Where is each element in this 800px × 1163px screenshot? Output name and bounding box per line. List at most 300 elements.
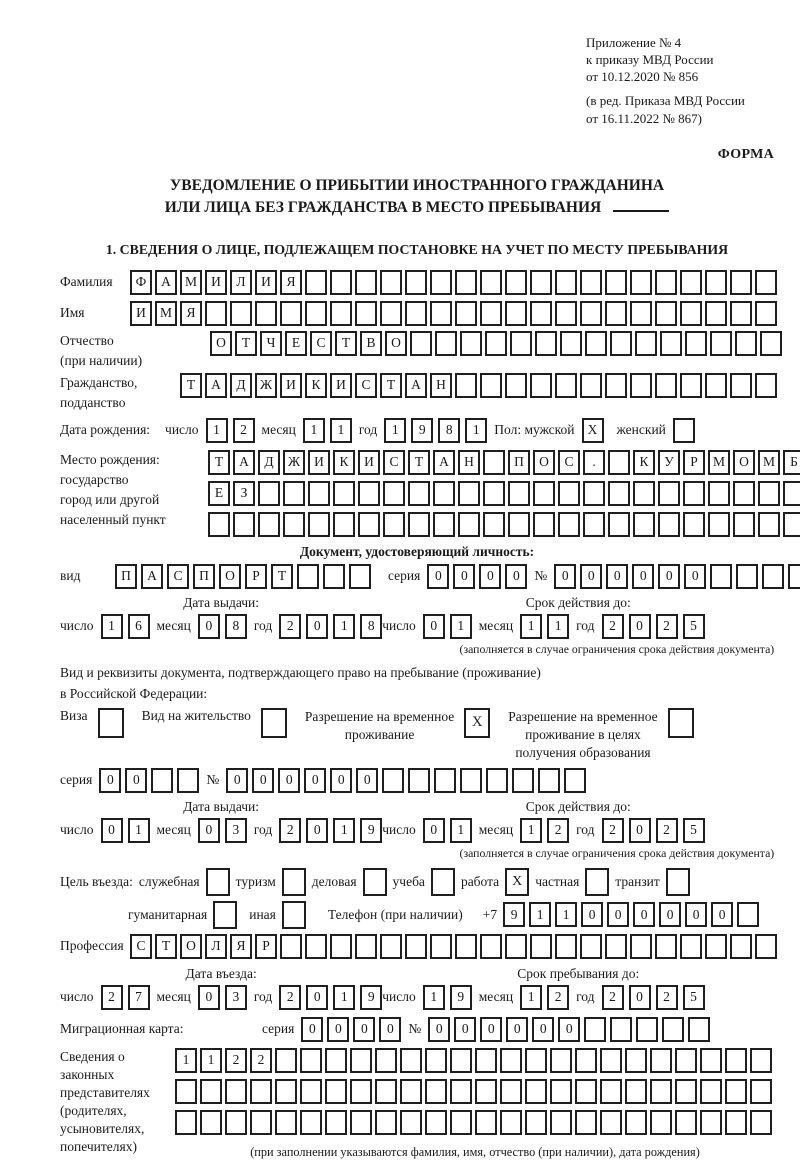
legal-representative-box[interactable] [275,1110,297,1135]
birth-place-box[interactable] [658,512,680,537]
legal-representative-box[interactable] [275,1048,297,1073]
residence-issue-year-box[interactable]: 1 [333,818,355,843]
entry-year-box[interactable]: 1 [333,985,355,1010]
residence-number-box[interactable] [512,768,534,793]
legal-representative-box[interactable] [350,1048,372,1073]
phone-digit-box[interactable]: 0 [633,902,655,927]
legal-representative-box[interactable] [375,1048,397,1073]
surname-box[interactable]: А [155,270,177,295]
surname-box[interactable] [755,270,777,295]
residence-permit-checkbox[interactable] [261,708,287,738]
surname-box[interactable] [655,270,677,295]
birth-place-box[interactable]: Е [208,481,230,506]
legal-representative-box[interactable] [400,1079,422,1104]
birth-year-box[interactable]: 9 [411,418,433,443]
citizenship-box[interactable] [480,373,502,398]
stay-year-box[interactable]: 2 [602,985,624,1010]
entry-year-box[interactable]: 0 [306,985,328,1010]
legal-representative-box[interactable] [450,1079,472,1104]
surname-box[interactable]: Л [230,270,252,295]
residence-valid-year-box[interactable]: 2 [656,818,678,843]
identity-doc-number-box[interactable] [762,564,784,589]
legal-representative-box[interactable] [325,1110,347,1135]
legal-representative-box[interactable] [525,1110,547,1135]
firstname-box[interactable] [405,301,427,326]
patronymic-box[interactable] [685,331,707,356]
identity-doc-type-box[interactable]: П [193,564,215,589]
visa-checkbox[interactable] [98,708,124,738]
profession-box[interactable] [355,934,377,959]
legal-representative-box[interactable] [475,1110,497,1135]
residence-number-box[interactable] [408,768,430,793]
surname-box[interactable] [380,270,402,295]
legal-representative-box[interactable] [650,1048,672,1073]
identity-valid-year-box[interactable]: 2 [602,614,624,639]
legal-representative-box[interactable] [375,1079,397,1104]
legal-representative-box[interactable] [275,1079,297,1104]
birth-place-box[interactable]: К [633,450,655,475]
birth-place-box[interactable] [558,481,580,506]
surname-box[interactable]: Ф [130,270,152,295]
surname-box[interactable] [555,270,577,295]
identity-doc-number-box[interactable] [710,564,732,589]
residence-number-box[interactable] [564,768,586,793]
legal-representative-box[interactable] [575,1048,597,1073]
identity-doc-number-box[interactable] [788,564,800,589]
stay-year-box[interactable]: 5 [683,985,705,1010]
identity-doc-number-box[interactable]: 0 [684,564,706,589]
legal-representative-box[interactable] [725,1079,747,1104]
birth-place-box[interactable] [708,512,730,537]
legal-representative-box[interactable] [475,1048,497,1073]
patronymic-box[interactable] [435,331,457,356]
birth-place-box[interactable] [258,512,280,537]
legal-representative-box[interactable] [550,1048,572,1073]
profession-box[interactable] [680,934,702,959]
patronymic-box[interactable] [635,331,657,356]
profession-box[interactable] [505,934,527,959]
birth-place-box[interactable]: И [358,450,380,475]
residence-valid-day-box[interactable]: 0 [423,818,445,843]
surname-box[interactable] [305,270,327,295]
citizenship-box[interactable]: Т [180,373,202,398]
patronymic-box[interactable]: В [360,331,382,356]
birth-place-box[interactable] [458,481,480,506]
identity-valid-month-box[interactable]: 1 [547,614,569,639]
identity-valid-year-box[interactable]: 2 [656,614,678,639]
birth-place-box[interactable] [308,481,330,506]
firstname-box[interactable] [480,301,502,326]
phone-digit-box[interactable]: 0 [607,902,629,927]
surname-box[interactable] [530,270,552,295]
legal-representative-box[interactable] [175,1110,197,1135]
residence-issue-month-box[interactable]: 0 [198,818,220,843]
profession-box[interactable]: О [180,934,202,959]
profession-box[interactable]: Я [230,934,252,959]
legal-representative-box[interactable] [750,1110,772,1135]
profession-box[interactable] [380,934,402,959]
firstname-box[interactable] [305,301,327,326]
legal-representative-box[interactable] [625,1079,647,1104]
patronymic-box[interactable]: Т [235,331,257,356]
residence-valid-year-box[interactable]: 2 [602,818,624,843]
stay-day-box[interactable]: 1 [423,985,445,1010]
legal-representative-box[interactable] [300,1079,322,1104]
identity-valid-year-box[interactable]: 0 [629,614,651,639]
patronymic-box[interactable] [410,331,432,356]
profession-box[interactable] [455,934,477,959]
entry-day-box[interactable]: 2 [101,985,123,1010]
birth-place-box[interactable] [408,512,430,537]
birth-place-box[interactable] [733,481,755,506]
birth-place-box[interactable] [583,512,605,537]
citizenship-box[interactable] [505,373,527,398]
birth-place-box[interactable] [708,481,730,506]
surname-box[interactable] [505,270,527,295]
birth-place-box[interactable] [408,481,430,506]
birth-place-box[interactable]: С [383,450,405,475]
sex-male-checkbox[interactable]: X [582,418,604,443]
birth-place-box[interactable]: Н [458,450,480,475]
legal-representative-box[interactable] [700,1048,722,1073]
stay-year-box[interactable]: 0 [629,985,651,1010]
firstname-box[interactable] [530,301,552,326]
residence-issue-day-box[interactable]: 0 [101,818,123,843]
citizenship-box[interactable] [455,373,477,398]
profession-box[interactable] [430,934,452,959]
purpose-transit-checkbox[interactable] [666,868,690,896]
identity-doc-type-box[interactable]: П [115,564,137,589]
birth-place-box[interactable] [783,481,800,506]
birth-place-box[interactable] [633,512,655,537]
birth-place-box[interactable] [533,481,555,506]
patronymic-box[interactable] [710,331,732,356]
migration-number-box[interactable]: 0 [506,1017,528,1042]
firstname-box[interactable]: Я [180,301,202,326]
legal-representative-box[interactable] [700,1110,722,1135]
legal-representative-box[interactable] [200,1079,222,1104]
profession-box[interactable] [405,934,427,959]
patronymic-box[interactable]: О [385,331,407,356]
phone-digit-box[interactable] [737,902,759,927]
identity-doc-number-box[interactable]: 0 [632,564,654,589]
migration-series-box[interactable]: 0 [353,1017,375,1042]
birth-place-box[interactable] [208,512,230,537]
profession-box[interactable] [730,934,752,959]
birth-place-box[interactable] [483,512,505,537]
migration-number-box[interactable]: 0 [428,1017,450,1042]
legal-representative-box[interactable] [500,1110,522,1135]
phone-digit-box[interactable]: 9 [503,902,525,927]
phone-digit-box[interactable]: 0 [685,902,707,927]
legal-representative-box[interactable] [250,1079,272,1104]
identity-issue-month-box[interactable]: 8 [225,614,247,639]
purpose-work-checkbox[interactable]: X [505,868,529,896]
firstname-box[interactable] [355,301,377,326]
profession-box[interactable]: Т [155,934,177,959]
stay-month-box[interactable]: 2 [547,985,569,1010]
surname-box[interactable] [330,270,352,295]
firstname-box[interactable] [655,301,677,326]
legal-representative-box[interactable] [650,1079,672,1104]
phone-digit-box[interactable]: 1 [529,902,551,927]
legal-representative-box[interactable] [200,1110,222,1135]
birth-place-box[interactable]: З [233,481,255,506]
birth-place-box[interactable] [508,481,530,506]
legal-representative-box[interactable] [450,1110,472,1135]
migration-series-box[interactable]: 0 [301,1017,323,1042]
birth-place-box[interactable] [458,512,480,537]
phone-digit-box[interactable]: 0 [711,902,733,927]
profession-box[interactable] [705,934,727,959]
surname-box[interactable] [705,270,727,295]
surname-box[interactable] [355,270,377,295]
residence-series-box[interactable] [151,768,173,793]
birth-place-box[interactable] [683,512,705,537]
residence-number-box[interactable]: 0 [356,768,378,793]
residence-number-box[interactable]: 0 [304,768,326,793]
profession-box[interactable] [605,934,627,959]
citizenship-box[interactable]: А [405,373,427,398]
profession-box[interactable]: С [130,934,152,959]
citizenship-box[interactable] [705,373,727,398]
birth-place-box[interactable] [783,512,800,537]
citizenship-box[interactable]: А [205,373,227,398]
birth-place-box[interactable] [608,481,630,506]
birth-place-box[interactable]: Т [208,450,230,475]
entry-day-box[interactable]: 7 [128,985,150,1010]
citizenship-box[interactable]: Т [380,373,402,398]
birth-place-box[interactable] [233,512,255,537]
surname-box[interactable]: М [180,270,202,295]
firstname-box[interactable] [555,301,577,326]
legal-representative-box[interactable] [425,1110,447,1135]
migration-number-box[interactable]: 0 [454,1017,476,1042]
patronymic-box[interactable] [485,331,507,356]
identity-doc-series-box[interactable]: 0 [479,564,501,589]
profession-box[interactable] [580,934,602,959]
birth-place-box[interactable] [283,481,305,506]
identity-issue-year-box[interactable]: 0 [306,614,328,639]
identity-doc-number-box[interactable] [736,564,758,589]
identity-doc-type-box[interactable]: С [167,564,189,589]
surname-box[interactable]: И [255,270,277,295]
legal-representative-box[interactable] [500,1048,522,1073]
birth-place-box[interactable] [433,481,455,506]
citizenship-box[interactable]: К [305,373,327,398]
legal-representative-box[interactable] [550,1110,572,1135]
birth-place-box[interactable]: Б [783,450,800,475]
purpose-study-checkbox[interactable] [431,868,455,896]
birth-place-box[interactable]: С [558,450,580,475]
purpose-official-checkbox[interactable] [206,868,230,896]
birth-month-box[interactable]: 1 [330,418,352,443]
birth-place-box[interactable] [608,450,630,475]
residence-number-box[interactable] [538,768,560,793]
birth-place-box[interactable]: К [333,450,355,475]
identity-doc-type-box[interactable]: Т [271,564,293,589]
legal-representative-box[interactable] [750,1079,772,1104]
purpose-other-checkbox[interactable] [282,901,306,929]
legal-representative-box[interactable] [300,1110,322,1135]
residence-series-box[interactable]: 0 [99,768,121,793]
birth-place-box[interactable]: Р [683,450,705,475]
identity-valid-day-box[interactable]: 1 [450,614,472,639]
profession-box[interactable] [655,934,677,959]
birth-place-box[interactable] [733,512,755,537]
profession-box[interactable] [555,934,577,959]
firstname-box[interactable] [330,301,352,326]
patronymic-box[interactable]: Ч [260,331,282,356]
legal-representative-box[interactable] [225,1110,247,1135]
legal-representative-box[interactable] [700,1079,722,1104]
phone-digit-box[interactable]: 0 [659,902,681,927]
identity-valid-day-box[interactable]: 0 [423,614,445,639]
entry-month-box[interactable]: 0 [198,985,220,1010]
identity-doc-series-box[interactable]: 0 [505,564,527,589]
surname-box[interactable] [430,270,452,295]
legal-representative-box[interactable] [450,1048,472,1073]
legal-representative-box[interactable] [575,1079,597,1104]
firstname-box[interactable]: И [130,301,152,326]
surname-box[interactable] [630,270,652,295]
birth-place-box[interactable] [533,512,555,537]
residence-number-box[interactable] [486,768,508,793]
purpose-humanitarian-checkbox[interactable] [213,901,237,929]
birth-month-box[interactable]: 1 [303,418,325,443]
birth-place-box[interactable]: М [758,450,780,475]
residence-series-box[interactable] [177,768,199,793]
birth-place-box[interactable] [758,512,780,537]
legal-representative-box[interactable] [300,1048,322,1073]
firstname-box[interactable] [705,301,727,326]
legal-representative-box[interactable] [475,1079,497,1104]
firstname-box[interactable] [455,301,477,326]
legal-representative-box[interactable] [725,1110,747,1135]
residence-valid-day-box[interactable]: 1 [450,818,472,843]
profession-box[interactable] [280,934,302,959]
legal-representative-box[interactable] [425,1048,447,1073]
residence-series-box[interactable]: 0 [125,768,147,793]
residence-issue-day-box[interactable]: 1 [128,818,150,843]
edu-permit-checkbox[interactable] [668,708,694,738]
legal-representative-box[interactable]: 2 [225,1048,247,1073]
birth-place-box[interactable] [333,481,355,506]
surname-box[interactable] [730,270,752,295]
citizenship-box[interactable]: Д [230,373,252,398]
migration-number-box[interactable]: 0 [558,1017,580,1042]
birth-place-box[interactable] [283,512,305,537]
temp-permit-checkbox[interactable]: X [464,708,490,738]
birth-place-box[interactable] [758,481,780,506]
identity-doc-type-box[interactable]: А [141,564,163,589]
birth-place-box[interactable]: А [233,450,255,475]
firstname-box[interactable] [380,301,402,326]
citizenship-box[interactable] [555,373,577,398]
migration-number-box[interactable] [662,1017,684,1042]
birth-year-box[interactable]: 1 [384,418,406,443]
residence-valid-year-box[interactable]: 5 [683,818,705,843]
legal-representative-box[interactable] [325,1079,347,1104]
citizenship-box[interactable]: И [280,373,302,398]
legal-representative-box[interactable] [600,1079,622,1104]
legal-representative-box[interactable] [600,1110,622,1135]
legal-representative-box[interactable]: 1 [175,1048,197,1073]
migration-number-box[interactable] [688,1017,710,1042]
firstname-box[interactable] [730,301,752,326]
firstname-box[interactable] [755,301,777,326]
birth-place-box[interactable] [608,512,630,537]
legal-representative-box[interactable] [675,1110,697,1135]
patronymic-box[interactable] [735,331,757,356]
firstname-box[interactable] [505,301,527,326]
birth-place-box[interactable] [258,481,280,506]
migration-number-box[interactable] [584,1017,606,1042]
patronymic-box[interactable] [535,331,557,356]
legal-representative-box[interactable] [675,1079,697,1104]
stay-day-box[interactable]: 9 [450,985,472,1010]
birth-place-box[interactable] [483,481,505,506]
birth-place-box[interactable] [633,481,655,506]
migration-number-box[interactable] [610,1017,632,1042]
citizenship-box[interactable] [630,373,652,398]
identity-valid-month-box[interactable]: 1 [520,614,542,639]
identity-doc-type-box[interactable] [349,564,371,589]
birth-place-box[interactable] [333,512,355,537]
legal-representative-box[interactable] [425,1079,447,1104]
birth-place-box[interactable]: Д [258,450,280,475]
residence-valid-month-box[interactable]: 2 [547,818,569,843]
firstname-box[interactable] [680,301,702,326]
profession-box[interactable] [305,934,327,959]
firstname-box[interactable] [430,301,452,326]
birth-year-box[interactable]: 8 [438,418,460,443]
stay-year-box[interactable]: 2 [656,985,678,1010]
migration-series-box[interactable]: 0 [327,1017,349,1042]
birth-day-box[interactable]: 1 [206,418,228,443]
birth-place-box[interactable] [433,512,455,537]
firstname-box[interactable] [255,301,277,326]
identity-issue-year-box[interactable]: 2 [279,614,301,639]
birth-place-box[interactable]: Ж [283,450,305,475]
patronymic-box[interactable] [610,331,632,356]
phone-digit-box[interactable]: 0 [581,902,603,927]
residence-issue-year-box[interactable]: 0 [306,818,328,843]
firstname-box[interactable] [630,301,652,326]
residence-number-box[interactable] [434,768,456,793]
identity-doc-series-box[interactable]: 0 [427,564,449,589]
migration-number-box[interactable] [636,1017,658,1042]
purpose-private-checkbox[interactable] [585,868,609,896]
birth-place-box[interactable] [508,512,530,537]
patronymic-box[interactable] [460,331,482,356]
patronymic-box[interactable]: Е [285,331,307,356]
birth-place-box[interactable]: А [433,450,455,475]
residence-valid-month-box[interactable]: 1 [520,818,542,843]
surname-box[interactable] [405,270,427,295]
surname-box[interactable] [480,270,502,295]
citizenship-box[interactable] [605,373,627,398]
legal-representative-box[interactable] [250,1110,272,1135]
birth-place-box[interactable] [683,481,705,506]
residence-issue-year-box[interactable]: 2 [279,818,301,843]
legal-representative-box[interactable] [175,1079,197,1104]
birth-place-box[interactable] [583,481,605,506]
legal-representative-box[interactable] [350,1110,372,1135]
legal-representative-box[interactable] [400,1110,422,1135]
surname-box[interactable] [580,270,602,295]
legal-representative-box[interactable] [650,1110,672,1135]
